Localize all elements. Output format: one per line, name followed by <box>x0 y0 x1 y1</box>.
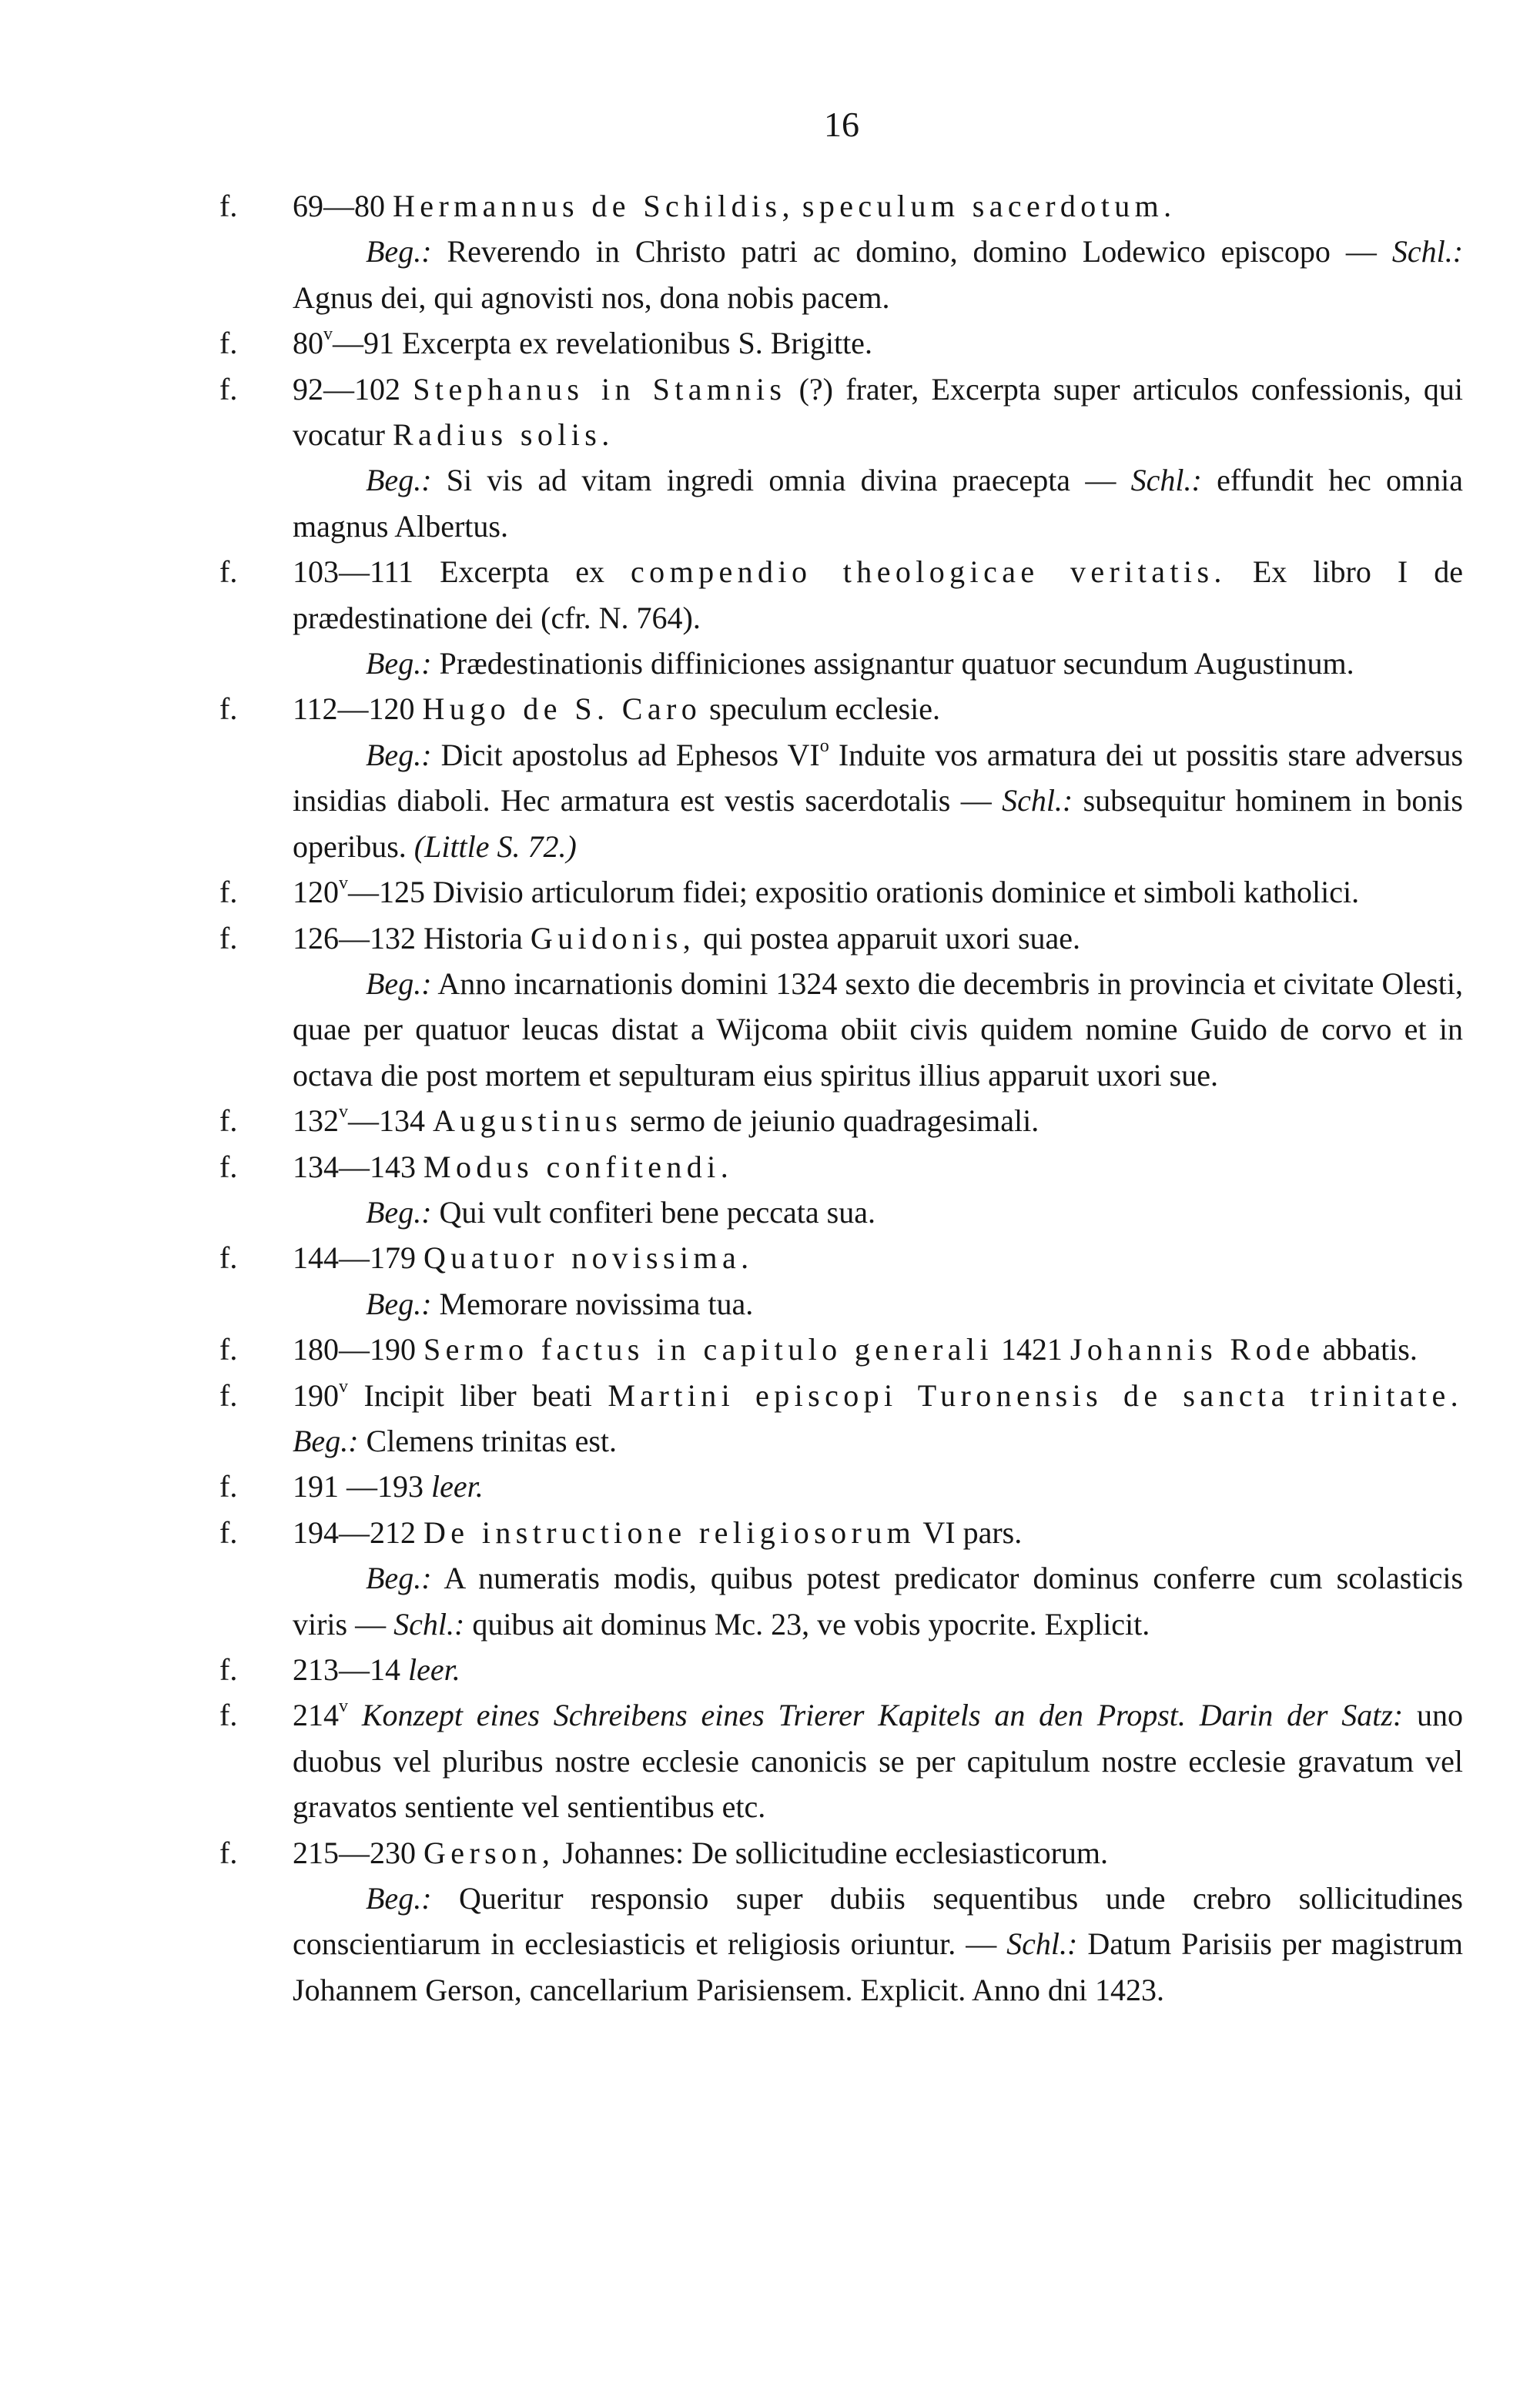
catalogue-entry <box>219 549 1463 641</box>
entry-title: Konzept eines Schreibens eines Trierer Kapitels an den Propst. <box>361 1698 1186 1733</box>
incipit-text: Qui vult confiteri bene peccata sua. <box>439 1194 875 1230</box>
folio-marker: f. <box>219 1835 238 1870</box>
catalogue-entry <box>219 915 1463 961</box>
folio-marker: f. <box>219 691 238 727</box>
entry-text: VI pars. <box>922 1514 1023 1550</box>
entry-text: abbatis. <box>1322 1332 1418 1367</box>
folio-range: 215—230 <box>293 1835 416 1870</box>
folio-marker: f. <box>219 920 238 956</box>
catalogue-entry <box>219 183 1463 229</box>
entry-spaced-title: compendio theologicae veritatis. <box>631 554 1227 590</box>
explicit-text: effundit hec omnia magnus Albertus. <box>293 463 1464 544</box>
entry-text: Johannes: De sollicitudine ecclesiasticorum. <box>562 1835 1109 1870</box>
dash: — <box>960 783 992 818</box>
entry-spaced-title: Radius solis. <box>392 417 614 453</box>
page-number: 16 <box>824 105 859 144</box>
entry-author: Johannis Rode <box>1070 1332 1315 1367</box>
folio-range: 69—80 <box>293 189 385 223</box>
folio-marker: f. <box>219 371 238 407</box>
incipit-text: Anno incarnationis domini 1324 sexto die decembris in provincia et civitate Olesti, quae per quatuor leucas distat a Wijcoma obiit civis quidem nomine Guido de corvo et in octava die post mortem et sepulturam eius spiritus illius apparuit uxori sue. <box>293 966 1463 1093</box>
entry-spaced-title: Martini episcopi Turonensis de sancta trinitate. <box>608 1377 1463 1413</box>
folio-range: 144—179 <box>293 1240 416 1276</box>
beg-label: Beg.: <box>366 966 432 1001</box>
darin-label: Darin der Satz: <box>1199 1698 1404 1733</box>
incipit-text: Memorare novissima tua. <box>439 1286 754 1321</box>
beg-label: Beg.: <box>366 1881 432 1916</box>
catalogue-entry <box>219 1373 1463 1464</box>
entry-text: uno duobus vel pluribus nostre ecclesie canonicis se per capitulum nostre ecclesie gravatum vel gravatos sentiente vel sentientibus etc. <box>293 1698 1464 1825</box>
beg-label: Beg.: <box>293 1423 359 1458</box>
schl-label: Schl.: <box>1002 783 1073 818</box>
schl-label: Schl.: <box>1391 234 1464 269</box>
explicit-text: subsequitur hominem in bonis operibus. <box>293 783 1464 864</box>
beg-label: Beg.: <box>366 737 432 772</box>
entry-text: Ex libro I de prædestinatione dei (cfr. N. 764). <box>293 554 1463 635</box>
explicit-text: Agnus dei, qui agnovisti nos, dona nobis pacem. <box>293 279 890 315</box>
dash: — <box>1345 234 1377 269</box>
catalogue-entry <box>219 1830 1463 1876</box>
entry-text: Incipit liber beati <box>363 1377 592 1413</box>
catalogue-entry <box>219 1464 1463 1509</box>
blank-note: leer. <box>408 1652 460 1687</box>
entry-spaced-title: De instructione religiosorum <box>424 1514 916 1550</box>
entry-incipit <box>219 1876 1463 2013</box>
incipit-text: Queritur responsio super dubiis sequentibus unde crebro sollicitudines conscientiarum in ecclesiasticis et religiosis oriuntur. <box>293 1881 1463 1962</box>
entry-incipit <box>219 229 1463 320</box>
entry-author: Hugo de S. Caro <box>422 691 702 727</box>
entry-text: (?) frater, Excerpta super articulos confessionis, qui vocatur <box>293 371 1464 453</box>
catalogue-entry <box>219 366 1463 458</box>
folio-range: 120$^v$—125 <box>293 873 425 910</box>
catalogue-entry <box>219 1510 1463 1555</box>
catalogue-entry <box>219 1098 1463 1143</box>
folio-marker: f. <box>219 554 238 590</box>
folio-marker: f. <box>219 1469 238 1504</box>
entry-incipit <box>219 1281 1463 1327</box>
entry-author: Hermannus de Schildis, <box>393 189 795 223</box>
entry-spaced-title: Modus confitendi. <box>424 1149 734 1184</box>
dash: — <box>355 1606 387 1642</box>
entry-year: 1421 <box>1000 1332 1063 1367</box>
entry-text: Excerpta ex <box>440 554 604 590</box>
entry-text: Historia <box>424 920 523 956</box>
entry-author: Gerson, <box>424 1835 555 1870</box>
folio-range: 214$^v$ <box>293 1696 348 1733</box>
folio-marker: f. <box>219 875 238 910</box>
catalogue-entry <box>219 1692 1463 1829</box>
beg-label: Beg.: <box>366 1561 432 1596</box>
folio-range: 191 —193 <box>293 1469 424 1504</box>
catalogue-entry <box>219 1647 1463 1692</box>
blank-note: leer. <box>431 1469 484 1504</box>
schl-label: Schl.: <box>393 1606 465 1642</box>
entry-spaced-title: Quatuor novissima. <box>424 1240 754 1276</box>
catalogue-entry <box>219 1144 1463 1190</box>
beg-label: Beg.: <box>366 646 432 681</box>
catalogue-entry <box>219 1327 1463 1372</box>
folio-marker: f. <box>219 1149 238 1184</box>
beg-label: Beg.: <box>366 1194 432 1230</box>
entry-incipit <box>219 641 1463 686</box>
entry-text: Divisio articulorum fidei; expositio orationis dominice et simboli katholici. <box>433 875 1360 910</box>
catalogue-entry <box>219 320 1463 366</box>
reference-note: (Little S. 72.) <box>413 828 577 864</box>
folio-range: 213—14 <box>293 1652 400 1687</box>
entry-incipit <box>219 961 1463 1098</box>
entry-text: sermo de jeiunio quadragesimali. <box>630 1103 1040 1139</box>
folio-range: 134—143 <box>293 1149 416 1184</box>
folio-marker: f. <box>219 1240 238 1276</box>
folio-marker: f. <box>219 1514 238 1550</box>
entry-incipit <box>219 1190 1463 1235</box>
explicit-text: Datum Parisiis per magistrum Johannem Gerson, cancellarium Parisiensem. Explicit. Anno dni 1423. <box>293 1926 1464 2007</box>
explicit-text: quibus ait dominus Mc. 23, ve vobis ypocrite. Explicit. <box>472 1606 1150 1642</box>
incipit-text: Prædestinationis diffiniciones assignantur quatuor secundum Augustinum. <box>439 646 1354 681</box>
folio-range: 126—132 <box>293 920 416 956</box>
folio-marker: f. <box>219 189 238 223</box>
folio-range: 92—102 <box>293 371 400 407</box>
entry-text: qui postea apparuit uxori suae. <box>703 920 1081 956</box>
folio-marker: f. <box>219 1652 238 1687</box>
entry-incipit <box>219 1555 1463 1647</box>
folio-marker: f. <box>219 1103 238 1139</box>
entry-spaced-title: Sermo factus in capitulo generali <box>424 1332 993 1367</box>
entry-incipit <box>219 732 1463 869</box>
schl-label: Schl.: <box>1006 1926 1078 1962</box>
folio-range: 103—111 <box>293 554 414 590</box>
folio-marker: f. <box>219 326 238 361</box>
dash: — <box>966 1926 997 1962</box>
incipit-text: Si vis ad vitam ingredi omnia divina praecepta <box>446 463 1071 498</box>
incipit-text: Clemens trinitas est. <box>366 1423 618 1458</box>
schl-label: Schl.: <box>1130 463 1202 498</box>
manuscript-catalogue <box>219 183 1463 2013</box>
dash: — <box>1085 463 1116 498</box>
entry-incipit <box>219 457 1463 549</box>
entry-author: Stephanus in Stamnis <box>413 371 787 407</box>
entry-text: speculum ecclesie. <box>709 691 941 727</box>
folio-marker: f. <box>219 1698 238 1733</box>
incipit-text: Dicit apostolus ad Ephesos $VI^o$ Induite vos armatura dei ut possitis stare adversus insidias diaboli. Hec armatura est vestis sacerdotalis <box>293 735 1464 818</box>
entry-spaced-title: Guidonis, <box>530 920 696 956</box>
folio-range: 80$^v$—91 <box>293 324 394 361</box>
folio-marker: f. <box>219 1332 238 1367</box>
catalogue-entry <box>219 869 1463 915</box>
folio-range: 132$^v$—134 <box>293 1102 425 1139</box>
folio-range: 194—212 <box>293 1514 416 1550</box>
folio-marker: f. <box>219 1377 238 1413</box>
incipit-text: Reverendo in Christo patri ac domino, domino Lodewico episcopo <box>447 234 1331 269</box>
catalogue-entry <box>219 686 1463 731</box>
incipit-text: A numeratis modis, quibus potest predicator dominus conferre cum scolasticis viris <box>293 1561 1464 1642</box>
beg-label: Beg.: <box>366 1286 432 1321</box>
folio-range: 190$^v$ <box>293 1376 348 1413</box>
catalogue-entry <box>219 1235 1463 1280</box>
folio-range: 180—190 <box>293 1332 416 1367</box>
beg-label: Beg.: <box>366 234 432 269</box>
entry-text: Excerpta ex revelationibus S. Brigitte. <box>402 326 872 361</box>
beg-label: Beg.: <box>366 463 432 498</box>
entry-author: Augustinus <box>433 1103 623 1139</box>
entry-title: speculum sacerdotum. <box>802 189 1177 223</box>
folio-range: 112—120 <box>293 691 415 727</box>
